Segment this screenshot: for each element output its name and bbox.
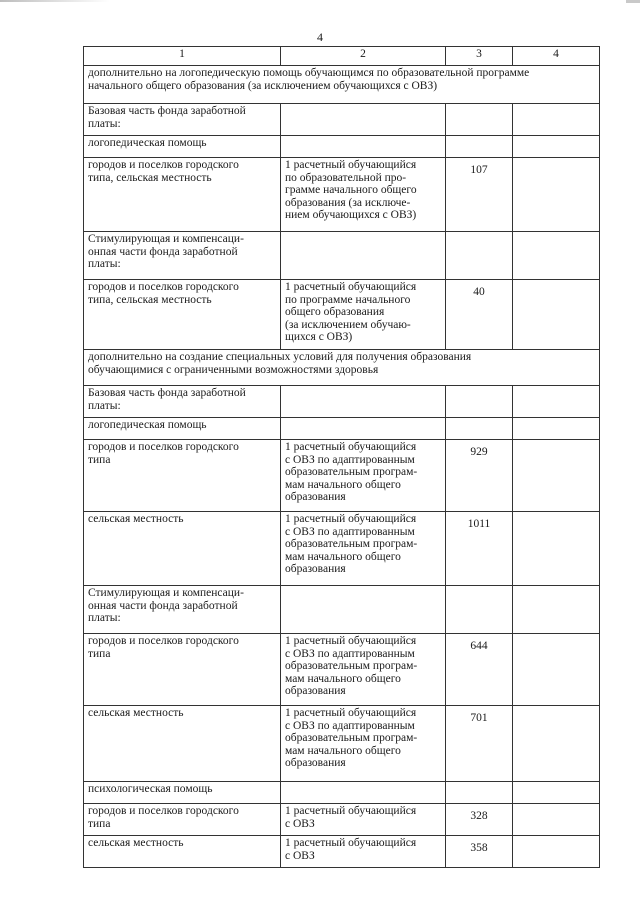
row-value: 644	[446, 634, 513, 706]
row-unit	[281, 782, 446, 804]
row-unit-text: 1 расчетный обучающийся с ОВЗ по адаптированным образовательным програм- мам начального общего образования	[285, 635, 418, 697]
row-value: 701	[446, 706, 513, 782]
row-unit-text: 1 расчетный обучающийся с ОВЗ	[285, 805, 417, 830]
norms-table	[83, 46, 600, 868]
row-value	[446, 136, 513, 158]
table-row	[84, 104, 600, 136]
row-value: 328	[446, 804, 513, 836]
row-label	[84, 136, 281, 158]
row-label	[84, 586, 281, 634]
row-unit	[281, 104, 446, 136]
row-unit-text: 1 расчетный обучающийся по образовательной про- грамме начального общего образования (за исключе- нием обучающихся с ОВЗ)	[285, 159, 417, 221]
row-value: 40	[446, 280, 513, 350]
row-unit	[281, 418, 446, 440]
row-label-text: городов и поселков городского типа, сельская местность	[88, 159, 239, 184]
row-unit-text: 1 расчетный обучающийся с ОВЗ по адаптированным образовательным програм- мам начального общего образования	[285, 513, 418, 575]
section-heading-text: дополнительно на создание специальных условий для получения образования обучающимися с ограниченными возможностями здоровья	[88, 351, 472, 376]
row-value	[446, 418, 513, 440]
row-unit	[281, 836, 446, 868]
row-value: 107	[446, 158, 513, 232]
row-label	[84, 836, 281, 868]
row-label	[84, 512, 281, 586]
row-unit	[281, 232, 446, 280]
header-row	[84, 47, 600, 66]
table-row	[84, 158, 600, 232]
row-unit	[281, 512, 446, 586]
header-cell-4: 4	[513, 47, 600, 66]
row-value	[446, 232, 513, 280]
row-note	[513, 634, 600, 706]
row-label	[84, 104, 281, 136]
row-unit	[281, 586, 446, 634]
section-heading-text: дополнительно на логопедическую помощь обучающимся по образовательной программе начального общего образования (за исключением обучающихся с ОВЗ)	[88, 67, 530, 92]
row-unit	[281, 386, 446, 418]
section-heading-row	[84, 66, 600, 104]
row-label-text: логопедическая помощь	[88, 419, 207, 431]
row-note	[513, 836, 600, 868]
row-note	[513, 512, 600, 586]
table-row	[84, 782, 600, 804]
table-row	[84, 386, 600, 418]
table-row	[84, 836, 600, 868]
section-heading	[84, 350, 600, 386]
table-row	[84, 706, 600, 782]
row-label-text: психологическая помощь	[88, 783, 213, 795]
row-note	[513, 706, 600, 782]
scan-edge-artifact	[0, 0, 110, 2]
row-label	[84, 418, 281, 440]
row-note	[513, 418, 600, 440]
row-unit	[281, 158, 446, 232]
section-heading-row	[84, 350, 600, 386]
row-label-text: сельская местность	[88, 837, 184, 849]
row-label	[84, 386, 281, 418]
row-label	[84, 280, 281, 350]
row-label	[84, 440, 281, 512]
row-note	[513, 232, 600, 280]
row-note	[513, 440, 600, 512]
row-unit	[281, 706, 446, 782]
table-row	[84, 280, 600, 350]
row-unit	[281, 136, 446, 158]
row-label-text: Базовая часть фонда заработной платы:	[88, 105, 246, 130]
row-unit-text: 1 расчетный обучающийся с ОВЗ по адаптированным образовательным програм- мам начального общего образования	[285, 441, 418, 503]
row-value: 929	[446, 440, 513, 512]
table-row	[84, 136, 600, 158]
row-value	[446, 586, 513, 634]
table-row	[84, 586, 600, 634]
row-label	[84, 706, 281, 782]
row-unit	[281, 440, 446, 512]
table-row	[84, 418, 600, 440]
table-row	[84, 232, 600, 280]
section-heading	[84, 66, 600, 104]
table-row	[84, 440, 600, 512]
row-unit-text: 1 расчетный обучающийся с ОВЗ	[285, 837, 417, 862]
row-label	[84, 634, 281, 706]
row-note	[513, 586, 600, 634]
header-cell-1: 1	[84, 47, 281, 66]
row-note	[513, 136, 600, 158]
row-label-text: Базовая часть фонда заработной платы:	[88, 387, 246, 412]
row-note	[513, 158, 600, 232]
row-label-text: логопедическая помощь	[88, 137, 207, 149]
row-note	[513, 782, 600, 804]
row-label-text: Стимулирующая и компенсаци- онпая части фонда заработной платы:	[88, 233, 244, 270]
row-label	[84, 232, 281, 280]
row-note	[513, 104, 600, 136]
row-label-text: городов и поселков городского типа, сельская местность	[88, 281, 239, 306]
row-unit	[281, 804, 446, 836]
row-label	[84, 158, 281, 232]
row-label-text: Стимулирующая и компенсаци- онная части фонда заработной платы:	[88, 587, 244, 624]
table-row	[84, 804, 600, 836]
row-note	[513, 804, 600, 836]
header-cell-2: 2	[281, 47, 446, 66]
table-row	[84, 634, 600, 706]
row-value	[446, 104, 513, 136]
row-value	[446, 386, 513, 418]
row-value: 358	[446, 836, 513, 868]
row-note	[513, 386, 600, 418]
row-value: 1011	[446, 512, 513, 586]
row-label	[84, 782, 281, 804]
table-row	[84, 512, 600, 586]
header-cell-3: 3	[446, 47, 513, 66]
row-unit	[281, 280, 446, 350]
row-label-text: сельская местность	[88, 707, 184, 719]
scan-edge-artifact-right	[626, 0, 640, 3]
row-unit	[281, 634, 446, 706]
row-label-text: городов и поселков городского типа	[88, 805, 239, 830]
page-number: 4	[317, 30, 323, 44]
row-unit-text: 1 расчетный обучающийся с ОВЗ по адаптированным образовательным програм- мам начального общего образования	[285, 707, 418, 769]
row-label-text: городов и поселков городского типа	[88, 441, 239, 466]
row-label-text: городов и поселков городского типа	[88, 635, 239, 660]
row-label-text: сельская местность	[88, 513, 184, 525]
row-unit-text: 1 расчетный обучающийся по программе начального общего образования (за исключением обучаю- щихся с ОВЗ)	[285, 281, 417, 343]
row-label	[84, 804, 281, 836]
row-value	[446, 782, 513, 804]
row-note	[513, 280, 600, 350]
